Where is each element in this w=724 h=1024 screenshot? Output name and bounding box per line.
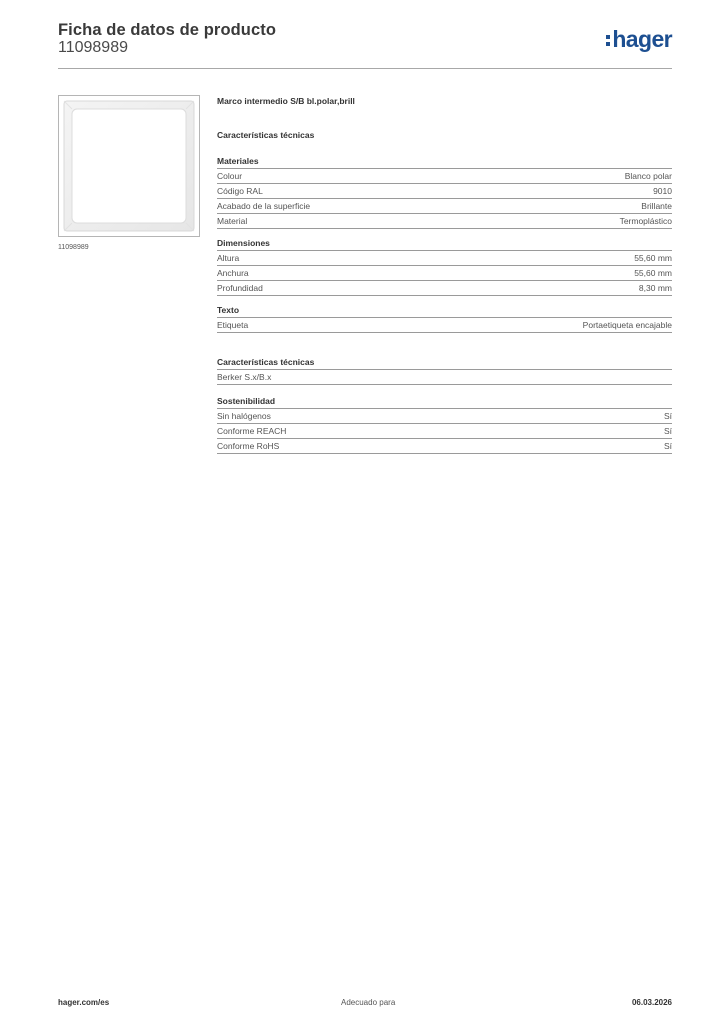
- group-title: Características técnicas: [217, 357, 672, 370]
- product-name: Marco intermedio S/B bl.polar,brill: [217, 96, 355, 106]
- header-divider: [58, 68, 672, 69]
- spec-row: [217, 281, 672, 296]
- footer-website: hager.com/es: [58, 998, 110, 1007]
- hager-logo: [606, 28, 672, 51]
- spec-label: Berker S.x/B.x: [217, 372, 272, 382]
- spec-value: Portaetiqueta encajable: [582, 320, 672, 330]
- logo-dots-icon: [606, 35, 610, 46]
- spec-label: Código RAL: [217, 186, 263, 196]
- spec-row: [217, 199, 672, 214]
- spec-label: Etiqueta: [217, 320, 249, 330]
- spec-label: Material: [217, 216, 248, 226]
- dimensiones-group: [217, 238, 672, 296]
- page-title: Ficha de datos de producto: [58, 21, 277, 39]
- spec-row: [217, 266, 672, 281]
- spec-row: [217, 439, 672, 454]
- spec-value: 8,30 mm: [638, 283, 672, 293]
- spec-row: [217, 184, 672, 199]
- spec-label: Conforme RoHS: [217, 441, 280, 451]
- spec-label: Anchura: [217, 268, 249, 278]
- footer-date: 06.03.2026: [631, 998, 672, 1007]
- spec-value: 55,60 mm: [634, 268, 672, 278]
- tecnicas-group: [217, 357, 672, 385]
- spec-content: [217, 96, 672, 454]
- image-caption: 11098989: [58, 244, 89, 251]
- group-title: Dimensiones: [217, 238, 672, 251]
- frame-image-icon: [59, 96, 199, 236]
- spec-row: [217, 370, 672, 385]
- spec-label: Sin halógenos: [217, 411, 271, 421]
- spec-value: Brillante: [641, 201, 672, 211]
- sostenibilidad-group: [217, 396, 672, 454]
- product-image: [58, 95, 200, 237]
- spec-row: [217, 409, 672, 424]
- spec-value: Sí: [663, 426, 672, 436]
- spec-row: [217, 251, 672, 266]
- group-title: Materiales: [217, 156, 672, 169]
- texto-group: [217, 305, 672, 333]
- spec-label: Profundidad: [217, 283, 263, 293]
- spec-label: Acabado de la superficie: [217, 201, 311, 211]
- spec-label: Altura: [217, 253, 240, 263]
- spec-value: Termoplástico: [619, 216, 672, 226]
- spec-label: Conforme REACH: [217, 426, 287, 436]
- spec-row: [217, 214, 672, 229]
- footer-note: Adecuado para: [341, 998, 396, 1007]
- group-title: Texto: [217, 305, 672, 318]
- spec-value: 9010: [653, 186, 672, 196]
- technical-heading: Características técnicas: [217, 130, 315, 140]
- spec-value: 55,60 mm: [634, 253, 672, 263]
- logo-text: hager: [612, 26, 672, 52]
- spec-label: Colour: [217, 171, 243, 181]
- materiales-group: [217, 156, 672, 229]
- spec-value: Blanco polar: [624, 171, 672, 181]
- spec-value: Sí: [663, 411, 672, 421]
- spec-row: [217, 318, 672, 333]
- spec-value: Sí: [663, 441, 672, 451]
- product-code: 11098989: [58, 39, 128, 56]
- spec-row: [217, 424, 672, 439]
- group-title: Sostenibilidad: [217, 396, 672, 409]
- spec-row: [217, 169, 672, 184]
